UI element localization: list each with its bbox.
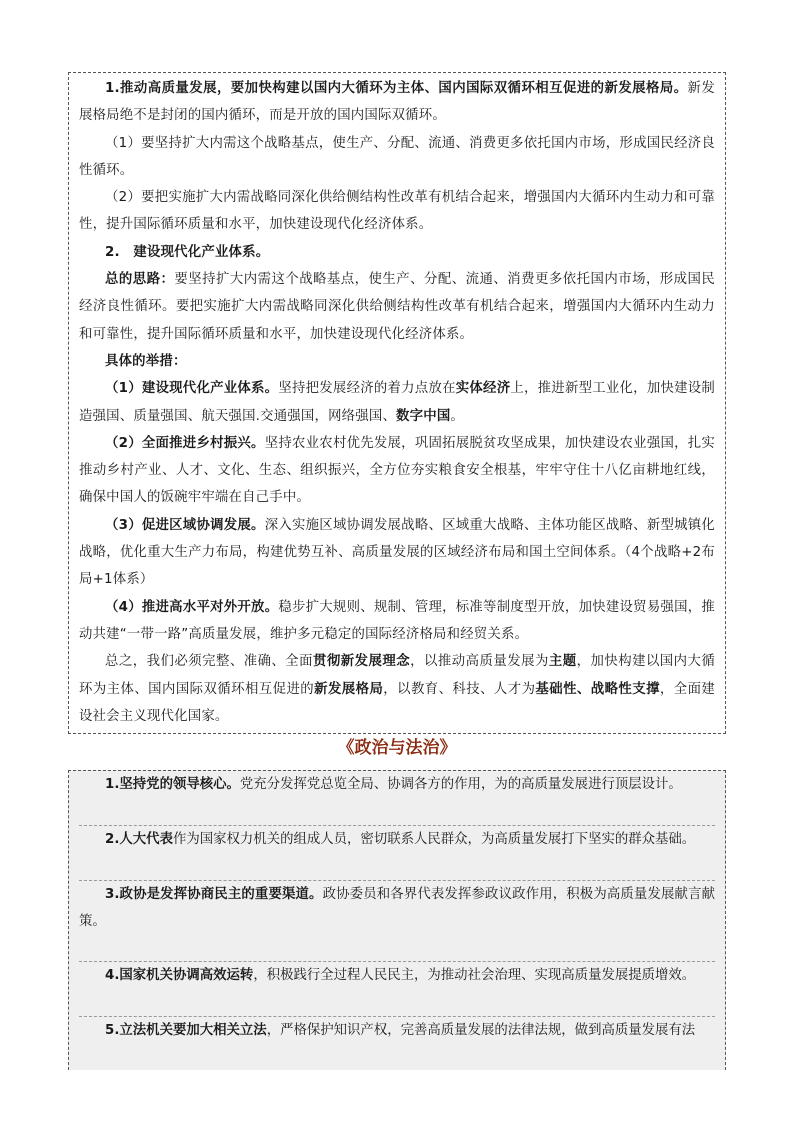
paragraph-summary: [79, 648, 715, 730]
paragraph-measure-4: [79, 594, 715, 649]
heading-text: 具体的举措：: [105, 353, 187, 369]
lead-text: （3）促进区域协调发展。: [105, 517, 265, 533]
paragraph-domestic-demand: （1）要坚持扩大内需这个战略基点，使生产、分配、流通、消费更多依托国内市场，形成国民经济良性循环。: [79, 135, 715, 178]
lead-text: （2）全面推进乡村振兴。: [105, 435, 265, 451]
paragraph-measure-3: [79, 512, 715, 594]
emphasis-text: 数字中国: [396, 408, 451, 424]
body-text: 。: [450, 408, 465, 424]
politics-section: [68, 770, 726, 1070]
emphasis-text: 实体经济: [455, 381, 511, 397]
item-text: [79, 962, 715, 989]
heading-modern-industry: [79, 239, 715, 266]
section-title-politics-law: 《政治与法治》: [337, 738, 457, 758]
list-item: [79, 826, 715, 881]
body-text: 政协委员和各界代表发挥参政议政作用，积极为高质量发展献言献策。: [79, 887, 715, 930]
body-text: ，加快构建以国内大循环为主体、国内国际双循环相互促进的: [79, 654, 716, 697]
body-text: 党充分发挥党总览全局、协调各方的作用，为的高质量发展进行顶层设计。: [239, 777, 682, 792]
lead-text: （4）推进高水平对外开放。: [105, 599, 279, 615]
emphasis-text: 贯彻新发展理念: [313, 654, 411, 670]
body-text: 要坚持扩大内需这个战略基点，使生产、分配、流通、消费更多依托国内市场，形成国民经济良性循环。要把实施扩大内需战略同深化供给侧结构性改革有机结合起来，增强国内大循环内生动力和可靠性，提升国际循环质量和水平，加快建设现代化经济体系。: [79, 272, 716, 342]
emphasis-text: 基础性、战略性支撑: [535, 681, 660, 697]
body-text: ，以推动高质量发展为: [410, 654, 549, 670]
list-item: [79, 962, 715, 1017]
item-text: [79, 1017, 715, 1044]
body-text: 稳步扩大规则、规制、管理，标准等制度型开放，加快建设贸易强国，推动共建“一带一路”高质量发展，维护多元稳定的国际经济格局和经贸关系。: [79, 599, 715, 642]
heading-specific-measures: [79, 348, 715, 375]
lead-text: 4.国家机关协调高效运转: [105, 968, 254, 983]
body-text: 新发展格局绝不是封闭的国内循环，而是开放的国内国际双循环。: [79, 81, 715, 124]
lead-text: 1.推动高质量发展，要加快构建以国内大循环为主体、国内国际双循环相互促进的新发展格局。: [105, 81, 688, 96]
body-text: ，积极践行全过程人民民主，为推动社会治理、实现高质量发展提质增效。: [253, 968, 696, 983]
body-text: 上，推进新型工业化，加快建设制造强国、质量强国、航天强国.交通强国，网络强国、: [79, 381, 716, 424]
lead-text: 总的思路：: [105, 272, 175, 288]
paragraph-new-development-pattern: [79, 75, 715, 130]
lead-text: 2.人大代表: [105, 832, 173, 847]
emphasis-text: 主题: [548, 654, 577, 670]
lead-text: 3.政协是发挥协商民主的重要渠道。: [105, 887, 323, 902]
paragraph-measure-2: [79, 430, 715, 512]
economy-section: [68, 72, 726, 734]
paragraph-measure-1: [79, 375, 715, 430]
body-text: 坚持把发展经济的着力点放在: [278, 381, 456, 397]
item-text: [79, 771, 715, 798]
emphasis-text: 新发展格局: [314, 681, 384, 697]
body-text: 作为国家权力机关的组成人员，密切联系人民群众，为高质量发展打下坚实的群众基础。: [172, 832, 696, 847]
body-text: ，以教育、科技、人才为: [383, 681, 536, 697]
item-text: [79, 826, 715, 853]
lead-text: （1）建设现代化产业体系。: [105, 381, 279, 397]
item-text: [79, 881, 715, 936]
body-text: 总之，我们必须完整、准确、全面: [105, 654, 314, 670]
list-item: [79, 1017, 715, 1071]
lead-text: 5.立法机关要加大相关立法: [105, 1023, 267, 1038]
paragraph-supply-side: （2）要把实施扩大内需战略同深化供给侧结构性改革有机结合起来，增强国内大循环内生动力和可靠性，提升国际循环质量和水平，加快建设现代化经济体系。: [79, 190, 715, 233]
heading-text: 2. 建设现代化产业体系。: [105, 244, 270, 260]
body-text: 深入实施区域协调发展战略、区域重大战略、主体功能区战略、新型城镇化战略，优化重大生产力布局，构建优势互补、高质量发展的区域经济布局和国土空间体系。（4个战略+2布局+1体系）: [79, 517, 715, 588]
body-text: ，全面建设社会主义现代化国家。: [79, 681, 715, 724]
list-item: [79, 771, 715, 826]
body-text: ，严格保护知识产权，完善高质量发展的法律法规，做到高质量发展有法: [266, 1023, 696, 1038]
paragraph-general-idea: [79, 266, 715, 348]
list-item: [79, 881, 715, 962]
body-text: 坚持农业农村优先发展，巩固拓展脱贫攻坚成果，加快建设农业强国，扎实推动乡村产业、人才、文化、生态、组织振兴，全方位夯实粮食安全根基，牢牢守住十八亿亩耕地红线，确保中国人的饭碗牢牢端在自己手中。: [79, 435, 715, 506]
lead-text: 1.坚持党的领导核心。: [105, 777, 240, 792]
